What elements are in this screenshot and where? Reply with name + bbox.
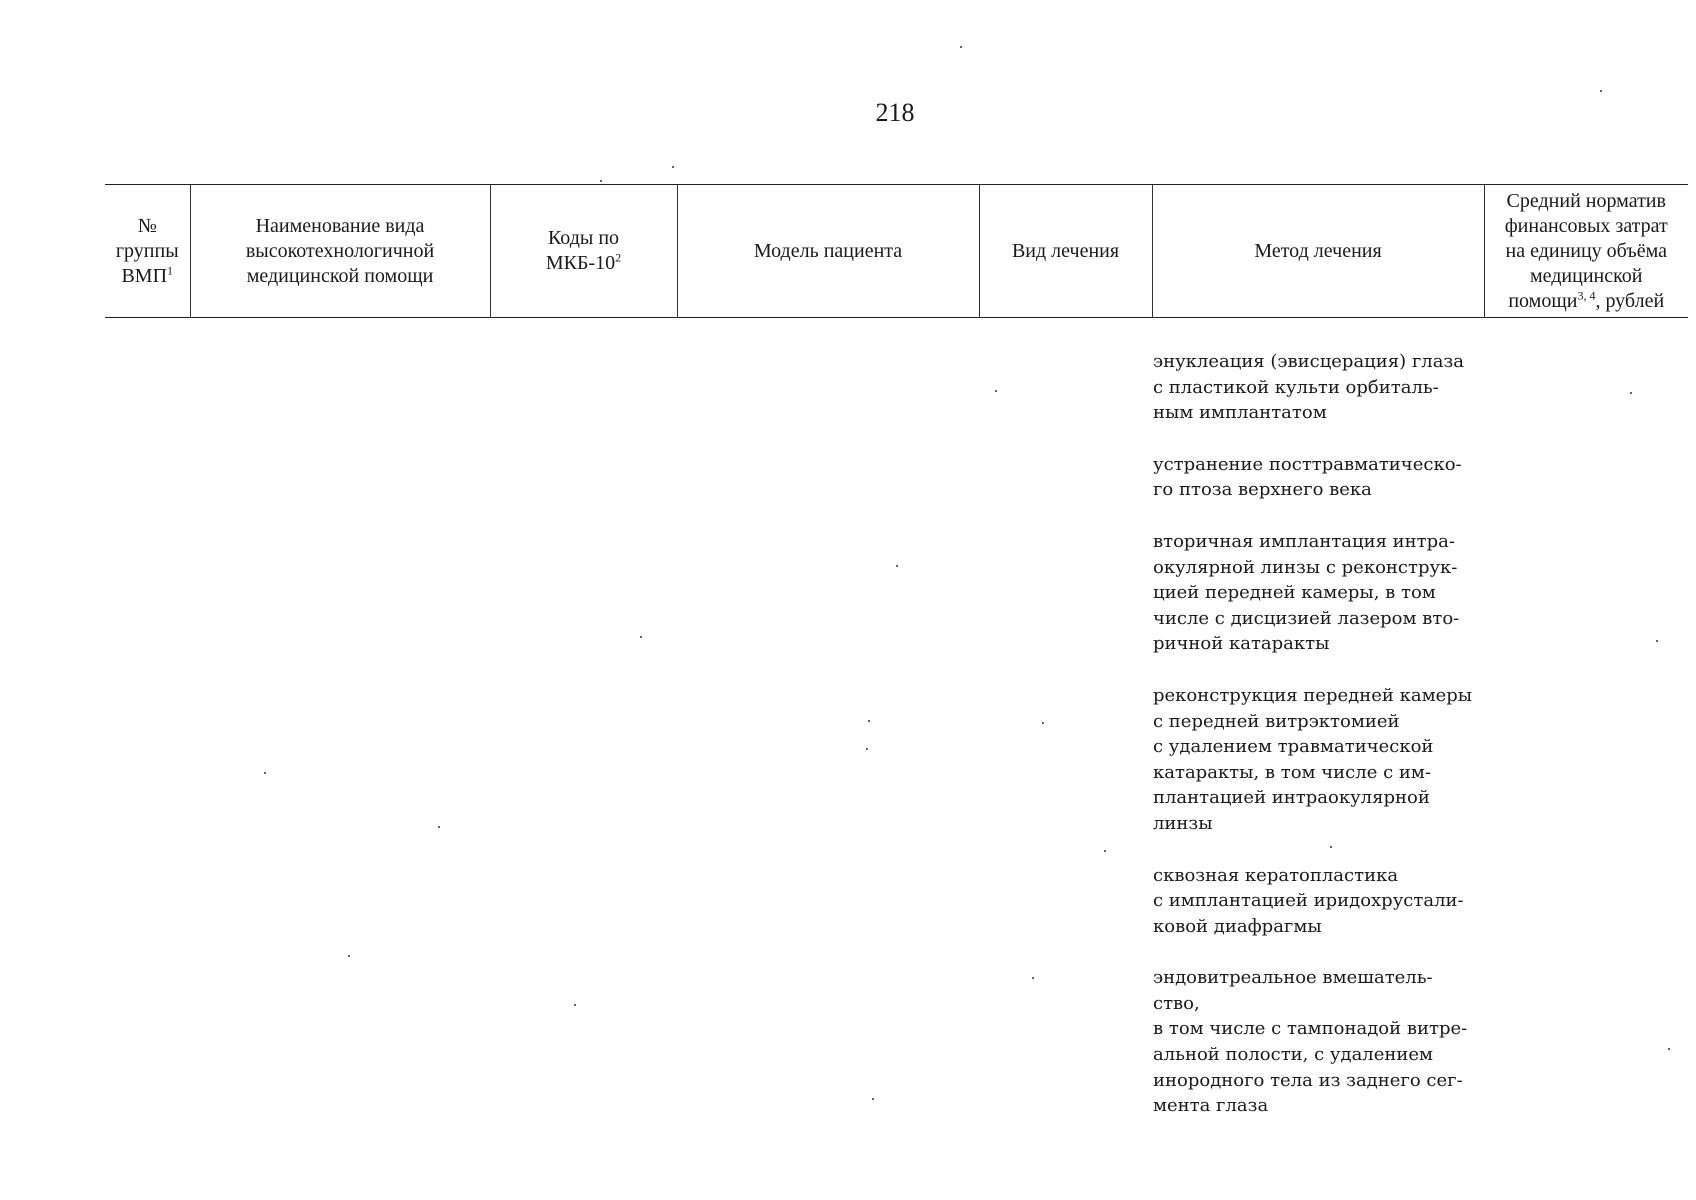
scan-speck: [348, 955, 350, 957]
method-line: устранение посттравматическо-: [1153, 453, 1462, 475]
method-item: [1153, 452, 1473, 503]
scan-speck: [574, 1004, 576, 1006]
header-group-number-line: №: [137, 214, 157, 237]
method-line: катаракты, в том числе с им-: [1153, 761, 1431, 783]
footnote-mark: 1: [167, 262, 174, 277]
method-line: альной полости, с удалением: [1153, 1044, 1434, 1066]
method-line: эндовитреальное вмешатель-: [1153, 967, 1433, 989]
method-item: [1153, 863, 1473, 940]
header-cost-line: , рублей: [1595, 289, 1665, 312]
header-cost-line: помощи: [1508, 289, 1578, 312]
footnote-mark: 3, 4: [1577, 287, 1596, 302]
scan-speck: [672, 166, 674, 168]
header-patient-model-label: Модель пациента: [753, 239, 903, 262]
method-line: линзы: [1153, 812, 1213, 834]
header-treatment-type: [979, 185, 1152, 318]
page-number: 218: [875, 98, 915, 127]
method-line: с передней витрэктомией: [1153, 710, 1400, 732]
header-treatment-method: [1152, 185, 1484, 318]
header-cost-standard: [1484, 185, 1688, 318]
method-line: с пластикой культи орбиталь-: [1153, 376, 1439, 398]
scan-speck: [1042, 722, 1044, 724]
method-line: цией передней камеры, в том: [1153, 582, 1436, 604]
method-line: числе с дисцизией лазером вто-: [1153, 607, 1460, 629]
method-item: [1153, 349, 1473, 426]
method-line: ричной катаракты: [1153, 633, 1330, 655]
method-line: вторичная имплантация интра-: [1153, 530, 1455, 552]
scan-speck: [1104, 850, 1106, 852]
method-line: инородного тела из заднего сег-: [1153, 1069, 1463, 1091]
method-line: реконструкция передней камеры: [1153, 684, 1473, 706]
method-line: с удалением травматической: [1153, 736, 1434, 758]
scan-speck: [1668, 1048, 1670, 1050]
header-group-number-line: ВМП: [121, 264, 168, 287]
method-line: энуклеация (эвисцерация) глаза: [1153, 351, 1465, 372]
header-care-type-line: высокотехнологичной: [245, 239, 435, 262]
scan-speck: [866, 748, 868, 750]
scan-speck: [438, 826, 440, 828]
header-treatment-method-label: Метод лечения: [1254, 239, 1382, 262]
header-treatment-type-label: Вид лечения: [1011, 239, 1120, 262]
scan-speck: [872, 1098, 874, 1100]
header-cost-line: Средний норматив: [1506, 189, 1666, 212]
scan-speck: [1032, 977, 1034, 979]
header-care-type-line: Наименование вида: [255, 214, 425, 237]
scan-speck: [1600, 90, 1602, 92]
header-cost-line: медицинской: [1529, 264, 1643, 287]
scan-speck: [600, 180, 602, 182]
scan-speck: [995, 390, 997, 392]
table-header: [105, 184, 1688, 318]
scan-speck: [264, 772, 266, 774]
footnote-mark: 2: [615, 250, 622, 265]
scan-speck: [960, 46, 962, 48]
scan-speck: [1656, 640, 1658, 642]
header-care-type-line: медицинской помощи: [246, 264, 434, 287]
header-cost-line: финансовых затрат: [1504, 214, 1668, 237]
method-item: [1153, 529, 1473, 657]
scan-speck: [1630, 392, 1632, 394]
method-line: плантацией интраокулярной: [1153, 787, 1430, 809]
header-care-type-name: [190, 185, 490, 318]
header-icd-codes-line: Коды по: [547, 227, 620, 249]
method-line: ным имплантатом: [1153, 402, 1327, 424]
header-icd-codes: [490, 185, 677, 318]
header-group-number: [105, 185, 190, 318]
scan-speck: [1330, 846, 1332, 848]
method-line: мента глаза: [1153, 1095, 1269, 1117]
method-line: сквозная кератопластика: [1153, 864, 1399, 886]
method-line: в том числе с тампонадой витре-: [1153, 1018, 1468, 1040]
treatment-method-list: [1153, 349, 1473, 1145]
scan-speck: [640, 636, 642, 638]
scan-speck: [868, 720, 870, 722]
method-item: [1153, 683, 1473, 837]
header-cost-line: на единицу объёма: [1505, 239, 1667, 262]
method-line: ство,: [1153, 992, 1200, 1014]
method-line: с имплантацией иридохрустали-: [1153, 890, 1464, 912]
header-group-number-line: группы: [115, 239, 179, 262]
method-item: [1153, 965, 1473, 1119]
method-line: го птоза верхнего века: [1153, 479, 1372, 501]
method-line: ковой диафрагмы: [1153, 915, 1322, 937]
method-line: окулярной линзы с реконструк-: [1153, 556, 1458, 578]
scan-speck: [896, 565, 898, 567]
header-patient-model: [677, 185, 979, 318]
header-icd-codes-line: МКБ-10: [545, 252, 616, 274]
